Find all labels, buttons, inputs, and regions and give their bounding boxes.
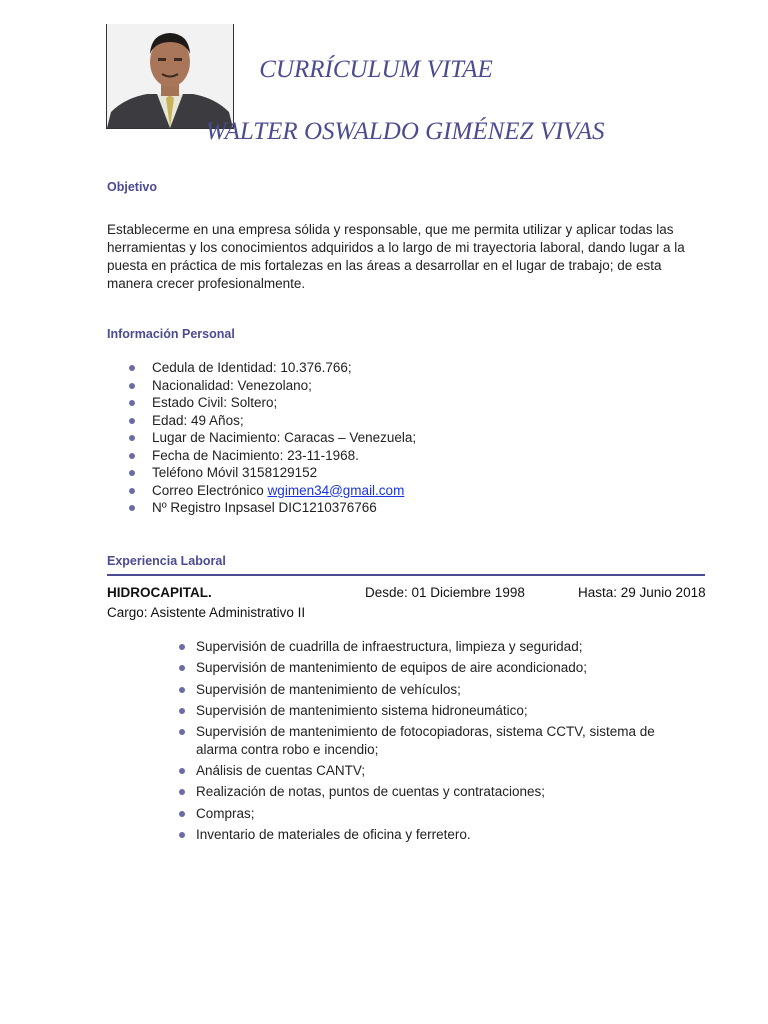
list-item: Edad: 49 Años; (107, 412, 627, 430)
duties-list (175, 638, 695, 847)
list-item: Teléfono Móvil 3158129152 (107, 464, 627, 482)
email-link[interactable]: wgimen34@gmail.com (267, 482, 405, 498)
section-heading-objective: Objetivo (107, 180, 158, 194)
list-item: Nº Registro Inpsasel DIC1210376766 (107, 499, 627, 517)
list-item: Supervisión de mantenimiento de fotocopiadoras, sistema CCTV, sistema de alarma contra robo e incendio; (175, 723, 695, 758)
list-item: Compras; (175, 805, 695, 823)
list-item: Supervisión de cuadrilla de infraestructura, limpieza y seguridad; (175, 638, 695, 656)
document-title: CURRÍCULUM VITAE (259, 56, 493, 83)
list-item-email: Correo Electrónico wgimen34@gmail.com (107, 482, 627, 500)
list-item: Realización de notas, puntos de cuentas y contrataciones; (175, 783, 695, 801)
list-item: Supervisión de mantenimiento de equipos de aire acondicionado; (175, 659, 695, 677)
company-name: HIDROCAPITAL. (107, 585, 212, 600)
job-end-date: Hasta: 29 Junio 2018 (578, 585, 706, 600)
section-heading-personal: Información Personal (107, 327, 235, 341)
list-item: Análisis de cuentas CANTV; (175, 762, 695, 780)
list-item: Cedula de Identidad: 10.376.766; (107, 359, 627, 377)
candidate-name: WALTER OSWALDO GIMÉNEZ VIVAS (205, 118, 605, 145)
list-item: Inventario de materiales de oficina y ferretero. (175, 826, 695, 844)
list-item: Lugar de Nacimiento: Caracas – Venezuela; (107, 429, 627, 447)
list-item: Supervisión de mantenimiento sistema hidroneumático; (175, 702, 695, 720)
personal-info-list (107, 359, 627, 517)
job-start-date: Desde: 01 Diciembre 1998 (365, 585, 525, 600)
job-position: Cargo: Asistente Administrativo II (107, 605, 306, 620)
objective-text: Establecerme en una empresa sólida y responsable, que me permita utilizar y aplicar todas las herramientas y los conocimientos adquiridos a lo largo de mi trayectoria laboral, dando lugar a la puesta en práctica de mis fortalezas en las áreas a desarrollar en el lugar de trabajo; de esta manera crecer profesionalmente. (107, 222, 685, 291)
list-item: Nacionalidad: Venezolano; (107, 377, 627, 395)
list-item: Fecha de Nacimiento: 23-11-1968. (107, 447, 627, 465)
list-item: Estado Civil: Soltero; (107, 394, 627, 412)
section-divider (107, 574, 705, 576)
section-heading-experience: Experiencia Laboral (107, 554, 226, 568)
list-item: Supervisión de mantenimiento de vehículos; (175, 681, 695, 699)
